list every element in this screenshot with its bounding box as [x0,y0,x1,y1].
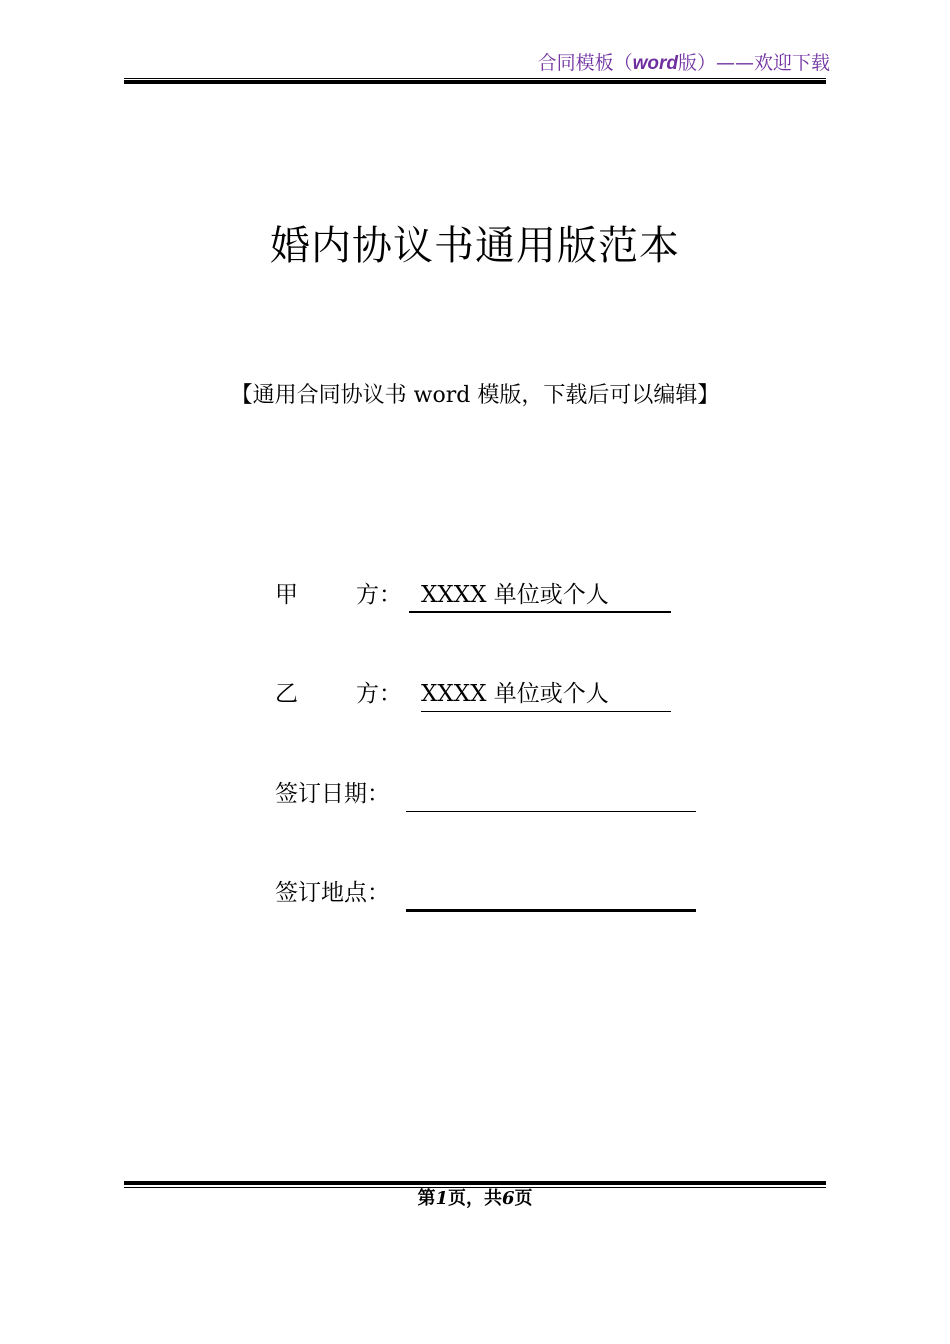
header-rule-thick [124,80,826,84]
page-header [538,50,830,77]
sign-place-underline [406,909,696,912]
party-b-label [275,678,402,710]
footer-post: 页 [514,1188,533,1209]
sign-date-label: 签订日期： [275,781,390,807]
sign-place-label: 签订地点： [275,880,390,906]
document-subtitle: 【通用合同协议书 word 模版，下载后可以编辑】 [230,383,720,408]
page-number [0,1186,950,1212]
party-b-value: XXXX 单位或个人 [421,681,609,707]
party-b-label-end: 方： [356,681,402,707]
header-prefix: 合同模板（ [537,52,633,74]
party-b-underline [421,711,671,712]
document-title: 婚内协议书通用版范本 [270,223,680,269]
header-suffix: 版）——欢迎下载 [677,52,830,74]
footer-current-page: 1 [435,1188,448,1209]
footer-total-pages: 6 [502,1188,515,1209]
party-b-label-start: 乙 [275,681,298,707]
footer-rule-thick [124,1181,826,1185]
header-word: word [632,53,678,74]
footer-pre: 第 [417,1188,436,1209]
party-a-label-end: 方： [356,582,402,608]
sign-date-underline [406,811,696,812]
party-a-label [275,579,402,611]
footer-mid: 页，共 [448,1188,502,1209]
header-rule-thin [124,78,826,79]
party-a-label-start: 甲 [275,582,298,608]
party-a-underline [409,611,671,613]
party-a-value: XXXX 单位或个人 [421,582,609,608]
